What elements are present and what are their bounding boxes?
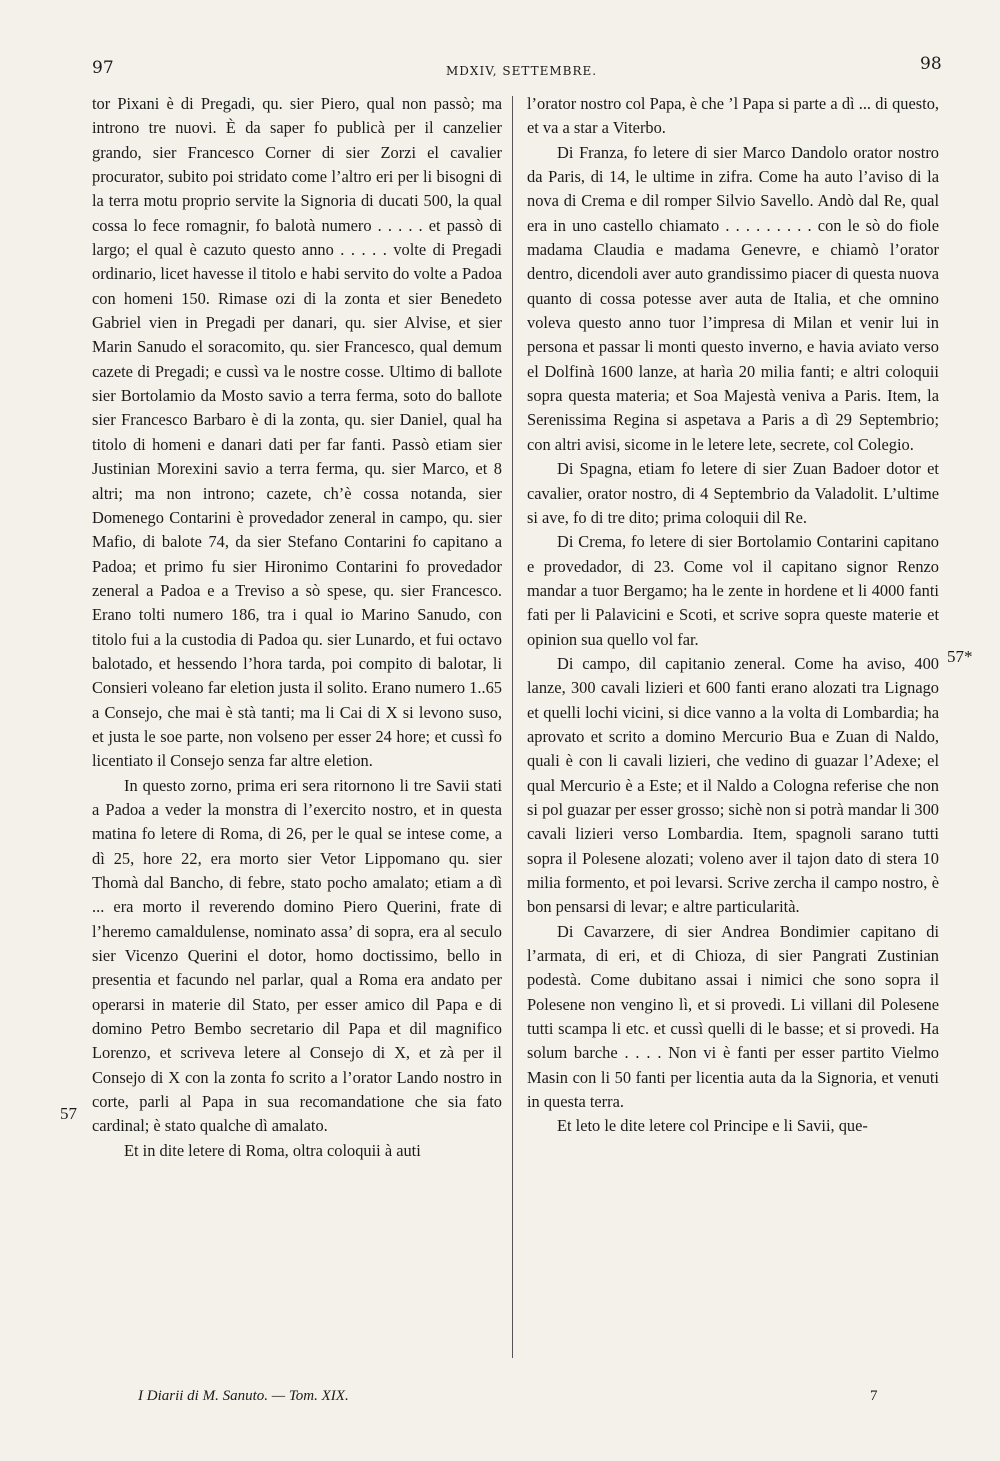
left-margin-number: 57 [60, 1104, 77, 1123]
right-page-number: 98 [920, 54, 942, 74]
paragraph: l’orator nostro col Papa, è che ’l Papa si parte a dì ... di questo, et va a star a Viterbo. [527, 94, 939, 138]
paragraph: Di campo, dil capitanio zeneral. Come ha aviso, 400 lanze, 300 cavali lizieri et 600 fanti erano alozati tra Lignago et quelli lochi vicini, si dice vanno a la volta di Lombardia; ha aprovato et scrito a domino Mercurio Bua e Zuan di Naldo, quali è con li cavali lizieri, che vedino di guazar l’Adexe; el qual Mercurio è a Este; et il Naldo a Cologna referise che non si pol guazar per esser grosso; sichè non si potrà mandar li 300 cavali lizieri verso Lombardia. Item, spagnoli sarano tutti sopra il Polesene alozati; voleno aver il tajon dato di stera 10 milia formento, et poi levarsi. Scrive zercha il campo nostro, è bon pensarsi di levar; e altre particularità. [527, 653, 939, 917]
paragraph: Di Cavarzere, di sier Andrea Bondimier capitano di l’armata, di eri, et di Chioza, di sier Pangrati Zustinian podestà. Come dubitano assai i nimici che sono sopra il Polesene non vengino lì, et si provedi. Li villani dil Polesene tutti scampa li etc. et cussì quelli di le basse; et si provedi. Ha solum barche . . . . Non vi è fanti per esser partito Vielmo Masin con li 50 fanti per licentia auta da la Signoria, et venuti in questa terra. [527, 921, 939, 1112]
right-margin-number: 57* [947, 647, 973, 666]
left-page-number: 97 [92, 58, 114, 78]
paragraph: Di Crema, fo letere di sier Bortolamio Contarini capitano e provedador, di 23. Come vol il capitano signor Renzo mandar a tuor Bergamo; ha le zente in hordene et li 4000 fanti fati per li Palavicini e Scoti, et scrive sopra queste materie et opinion sua quello vol far. [527, 532, 939, 649]
paragraph: Di Spagna, etiam fo letere di sier Zuan Badoer dotor et cavalier, orator nostro, di 4 Septembrio da Valadolit. L’ultime si ave, fo di tre dito; prima coloquii dil Re. [527, 459, 939, 527]
running-title: MDXIV, SETTEMBRE. [446, 64, 598, 78]
paragraph: Et leto le dite letere col Principe e li Savii, que- [557, 1116, 868, 1136]
paragraph: Di Franza, fo letere di sier Marco Dandolo orator nostro da Paris, di 14, le ultime in zifra. Come ha auto l’aviso di la nova di Crema e dil romper Silvio Savello. Andò dal Re, qual era in uno castello chiamato . . . . . . . . . con le sò do fiole madama Claudia e madama Genevre, e chiamò l’orator dentro, dicendoli aver auto grandissimo piacer di questa nuova quanto di cossa potesse aver auta de Italia, et che omnino voleva questo anno tuor l’impresa di Milan et venir lui in persona et passar li monti questo inverno, e havia aviato verso el Dolfinà 1600 lanze, at harìa 20 milia fanti; e altri coloquii sopra questa materia; et Soa Majestà veniva a Paris. Item, la Serenissima Regina si aspetava a Paris a dì 29 Septembrio; con altri avisi, sicome in le letere lete, secrete, col Colegio. [527, 142, 939, 454]
column-divider [512, 96, 513, 1358]
paragraph: tor Pixani è di Pregadi, qu. sier Piero, qual non passò; ma introno tre nuovi. È da saper fo publicà per il canzelier grando, sier Francesco Corner di sier Zorzi el cavalier procurator, subito poi stridato come l’altro eri per li bisogni di la terra motu proprio servite la Signoria di ducati 500, la qual cossa lo fece romagnir, fo balotà numero . . . . . et passò di largo; el qual è cazuto questo anno . . . . . volte di Pregadi ordinario, licet havesse il titolo e habi servito do volte a Padoa con homeni 150. Rimase ozi di la zonta et sier Benedeto Gabriel vien in Pregadi per danari, qu. sier Alvise, et sier Marin Sanudo el soracomito, qu. sier Francesco, qual demum cazete di Pregadi; e cussì va le nostre cosse. Ultimo di ballote sier Bortolamio da Mosto savio a terra ferma, soto do ballote sier Francesco Barbaro è di la zonta, qu. sier Daniel, qual ha titolo di homeni e danari dati per far fanti. Passò etiam sier Justinian Morexini savio a terra ferma, qu. sier Marco, et 8 altri; ma non introno; cazete, ch’è cossa notanda, sier Domenego Contarini è provedador zeneral in campo, qu. sier Mafio, di balote 74, da sier Stefano Contarini fo capitano a Padoa; et primo fu sier Hironimo Contarini fo provedador zeneral a Padoa e a Treviso a sò spese, qu. sier Francesco. Erano tolti numero 186, tra i qual io Marino Sanudo, con titolo fui a la custodia di Padoa qu. sier Lunardo, et fui octavo balotado, et hessendo l’hora tarda, poi compito di balotar, li Consieri voleano far eletion justa il solito. Erano numero 1..65 a Consejo, che mai è stà tanti; ma li Cai di X si levono suso, et justa le soe parte, non volseno per esser 24 hore; et cussì fo licentiato il Consejo senza far altre eletion. [92, 94, 502, 771]
paragraph: In questo zorno, prima eri sera ritornono li tre Savii stati a Padoa a veder la monstra di l’exercito nostro, et in questa matina fo letere di Roma, di 26, per le qual se intese come, a dì 25, hore 22, era morto sier Vetor Lippomano qu. sier Thomà dal Bancho, di febre, stato pocho amalato; etiam a dì ... era morto il reverendo domino Piero Querini, frate di l’heremo camaldulense, nominato assa’ di sopra, era al seculo sier Vicenzo Querini el dotor, homo doctissimo, bello in presentia et facundo nel parlar, qual a Roma era andato per operarsi in materie dil Stato, per esser amico dil Papa e di domino Petro Bembo secretario dil Papa et dil magnifico Lorenzo, et scriveva letere al Consejo di X, et zà per il Consejo di X con la zonta fo scrito a l’orator Lando nostro in corte, parli al Papa in sua recomandatione che sia fato cardinal; è stato qualche dì amalato. [92, 775, 502, 1136]
right-column [527, 92, 939, 1139]
paragraph: Et in dite letere di Roma, oltra coloquii à auti [124, 1140, 421, 1160]
signature-mark: 7 [870, 1388, 878, 1404]
footer-citation: I Diarii di M. Sanuto. — Tom. XIX. [138, 1388, 349, 1404]
left-column [92, 92, 502, 1163]
